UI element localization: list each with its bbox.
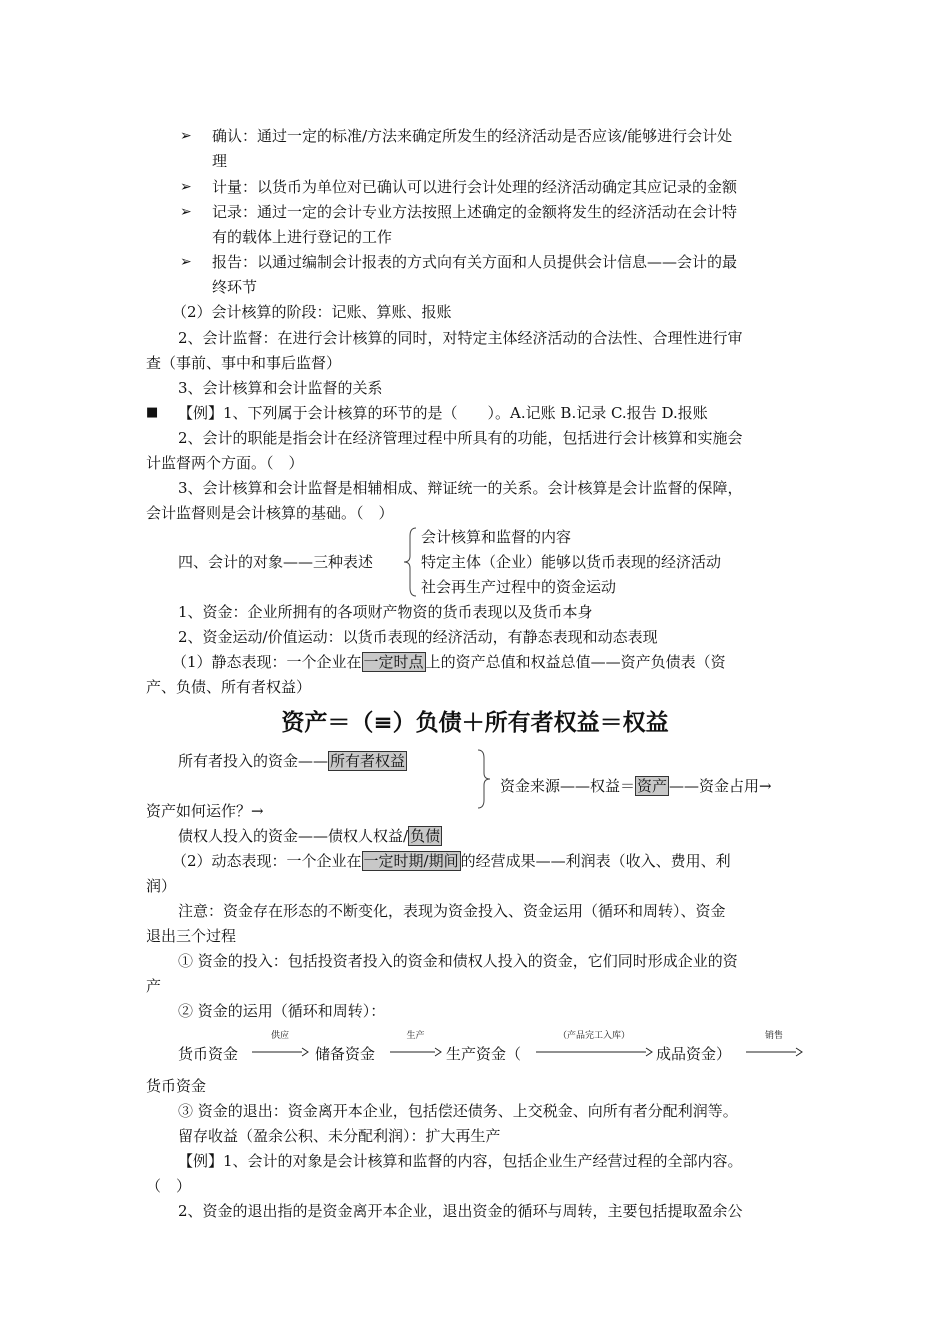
source-pre: 资金来源——权益＝ — [500, 777, 636, 795]
fund-exit: ③ 资金的退出：资金离开本企业，包括偿还债务、上交税金、向所有者分配利润等。 — [178, 1102, 738, 1120]
flow-label-sales: 销售 — [764, 1031, 783, 1041]
fund-use-title: ② 资金的运用（循环和周转）： — [178, 1002, 386, 1020]
example1-q3: 3、会计核算和会计监督是相辅相成、辩证统一的关系。会计核算是会计监督的保障， — [178, 479, 743, 497]
flow-end-money: 货币资金 — [146, 1077, 207, 1095]
flow-reserve-funds: 储备资金 — [315, 1045, 376, 1063]
dynamic-paragraph — [172, 849, 808, 873]
owner-highlight: 所有者权益 — [330, 752, 406, 770]
bullet-arrow-icon: ➢ — [180, 179, 192, 195]
flow-money-funds: 货币资金 — [178, 1045, 239, 1063]
square-bullet-icon: ■ — [146, 405, 159, 420]
note-paragraph: 注意：资金存在形态的不断变化，表现为资金投入、资金运用（循环和周转）、资金 — [178, 902, 726, 920]
supervise-paragraph-cont: 查（事前、事中和事后监督） — [146, 354, 342, 372]
source-post: ——资金占用→ — [669, 777, 772, 795]
bullet-record-cont: 有的载体上进行登记的工作 — [212, 228, 393, 246]
bullet-arrow-icon: ➢ — [180, 254, 192, 270]
dynamic-post: 的经营成果——利润表（收入、费用、利 — [460, 852, 731, 870]
dynamic-highlight: 一定时期/期间 — [363, 852, 459, 870]
flow-arrow — [744, 1031, 804, 1065]
flow-arrow — [534, 1031, 654, 1065]
fund-definition: 1、资金：企业所拥有的各项财产物资的货币表现以及货币本身 — [178, 603, 593, 621]
object-item-1: 会计核算和监督的内容 — [421, 528, 572, 546]
flow-production-funds: 生产资金（ — [446, 1045, 522, 1063]
fund-source — [500, 774, 808, 798]
bullet-arrow-icon: ➢ — [180, 128, 192, 144]
bullet-measure: 计量：以货币为单位对已确认可以进行会计处理的经济活动确定其应记录的金额 — [212, 178, 738, 196]
flow-label-supply: 供应 — [270, 1031, 289, 1041]
dynamic-pre: （2）动态表现：一个企业在 — [172, 852, 362, 870]
static-paragraph — [172, 650, 808, 674]
creditor-funds — [178, 824, 808, 848]
flow-label-finished: （产品完工入库） — [557, 1031, 630, 1041]
owner-pre: 所有者投入的资金—— — [178, 752, 329, 770]
object-label: 四、会计的对象——三种表述 — [178, 553, 374, 571]
arrow-right-icon — [534, 1040, 654, 1060]
static-pre: （1）静态表现：一个企业在 — [172, 653, 362, 671]
arrow-right-icon — [388, 1040, 443, 1060]
fund-input-cont: 产 — [146, 977, 162, 995]
example2-q1: 【例】1、会计的对象是会计核算和监督的内容，包括企业生产经营过程的全部内容。 — [178, 1152, 743, 1170]
owner-funds — [178, 749, 478, 773]
fund-motion: 2、资金运动/价值运动：以货币表现的经济活动，有静态表现和动态表现 — [178, 628, 658, 646]
dynamic-paragraph-cont: 润） — [146, 877, 177, 895]
source-highlight: 资产 — [637, 777, 668, 795]
example1-q3-cont: 会计监督则是会计核算的基础。（ ） — [146, 504, 394, 522]
object-item-2: 特定主体（企业）能够以货币表现的经济活动 — [421, 553, 722, 571]
fund-flow — [178, 1031, 808, 1070]
bullet-confirm: 确认：通过一定的标准/方法来确定所发生的经济活动是否应该/能够进行会计处 — [212, 127, 733, 145]
flow-arrow — [388, 1031, 443, 1065]
brace-icon — [402, 526, 418, 598]
bullet-record: 记录：通过一定的会计专业方法按照上述确定的金额将发生的经济活动在会计特 — [212, 203, 738, 221]
arrow-right-icon — [250, 1040, 310, 1060]
static-highlight: 一定时点 — [363, 653, 424, 671]
object-item-3: 社会再生产过程中的资金运动 — [421, 578, 617, 596]
example1-q2: 2、会计的职能是指会计在经济管理过程中所具有的功能，包括进行会计核算和实施会 — [178, 429, 743, 447]
asset-how-run: 资产如何运作？→ — [146, 802, 264, 820]
creditor-highlight: 负债 — [410, 827, 441, 845]
supervise-paragraph: 2、会计监督：在进行会计核算的同时，对特定主体经济活动的合法性、合理性进行审 — [178, 329, 743, 347]
bullet-arrow-icon: ➢ — [180, 204, 192, 220]
bullet-report-cont: 终环节 — [212, 278, 258, 296]
stage-paragraph: （2）会计核算的阶段：记账、算账、报账 — [172, 303, 452, 321]
fund-input: ① 资金的投入：包括投资者投入的资金和债权人投入的资金，它们同时形成企业的资 — [178, 952, 738, 970]
static-paragraph-cont: 产、负债、所有者权益） — [146, 678, 312, 696]
bullet-report: 报告：以通过编制会计报表的方式向有关方面和人员提供会计信息——会计的最 — [212, 253, 738, 271]
accounting-equation: 资产＝（≡）负债＋所有者权益＝权益 — [281, 709, 669, 736]
flow-finished-funds: 成品资金） — [656, 1045, 732, 1063]
static-post: 上的资产总值和权益总值——资产负债表（资 — [425, 653, 726, 671]
note-paragraph-cont: 退出三个过程 — [146, 927, 237, 945]
flow-label-production: 生产 — [406, 1031, 425, 1041]
example1-q2-cont: 计监督两个方面。（ ） — [146, 454, 304, 472]
example2-q2: 2、资金的退出指的是资金离开本企业，退出资金的循环与周转，主要包括提取盈余公 — [178, 1202, 743, 1220]
relation-paragraph: 3、会计核算和会计监督的关系 — [178, 379, 383, 397]
creditor-pre: 债权人投入的资金——债权人权益/ — [178, 827, 409, 845]
retained-earnings: 留存收益（盈余公积、未分配利润）：扩大再生产 — [178, 1127, 501, 1145]
bullet-confirm-cont: 理 — [212, 152, 228, 170]
arrow-right-icon — [744, 1040, 804, 1060]
flow-arrow — [250, 1031, 310, 1065]
example2-q1-cont: （ ） — [146, 1177, 192, 1195]
example1-q1: 【例】1、下列属于会计核算的环节的是（ ）。A.记账 B.记录 C.报告 D.报账 — [178, 404, 708, 422]
